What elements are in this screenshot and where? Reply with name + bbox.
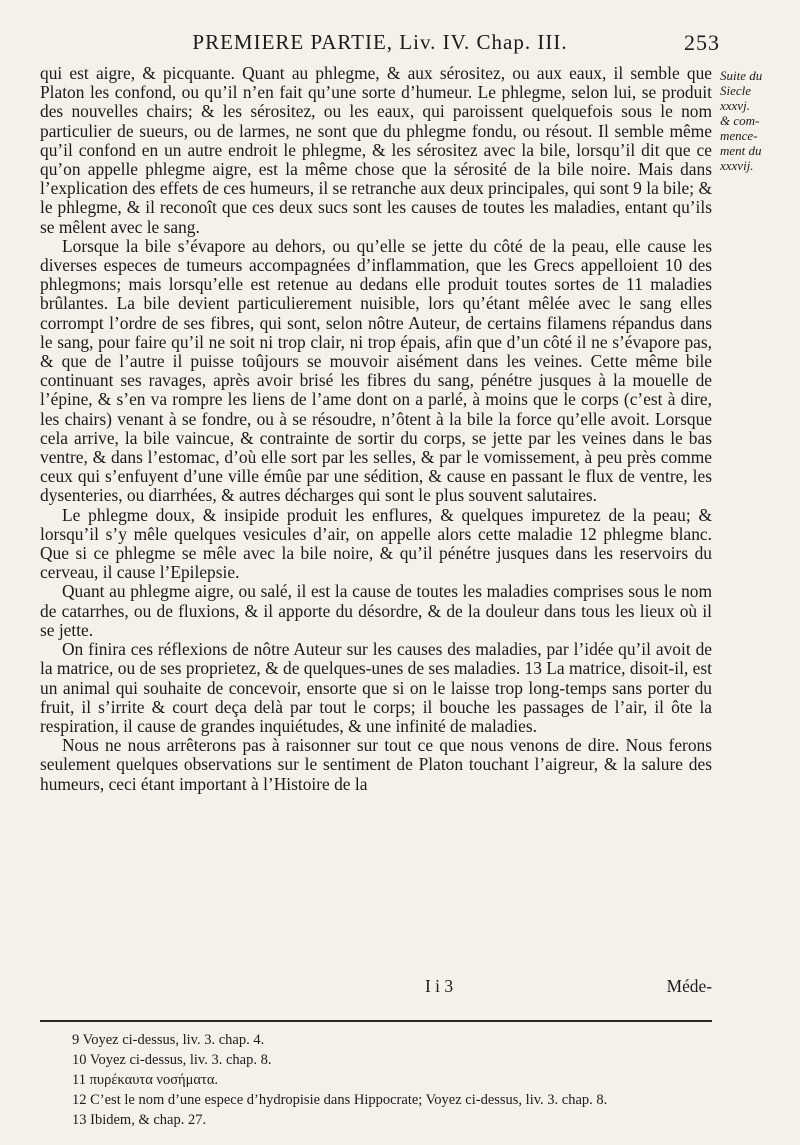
body-text bbox=[40, 64, 712, 794]
footnotes bbox=[72, 1030, 732, 1130]
margin-note-line: Suite du bbox=[720, 68, 763, 83]
margin-note-line: xxxvj. bbox=[720, 98, 750, 113]
margin-note-line: & com- bbox=[720, 113, 760, 128]
footnote: 12 C’est le nom d’une espece d’hydropisie dans Hippocrate; Voyez ci-dessus, liv. 3. chap. 8. bbox=[72, 1092, 608, 1108]
footnote-rule bbox=[40, 1020, 712, 1022]
paragraph-6: Nous ne nous arrêterons pas à raisonner sur tout ce que nous venons de dire. Nous ferons seulement quelques observations sur le sentiment de Platon touchant l’aigreur, & la salure des humeurs, ceci étant important à l’Histoire de la bbox=[40, 735, 712, 794]
margin-note-line: ment du bbox=[720, 143, 762, 158]
margin-note-line: mence- bbox=[720, 128, 758, 143]
paragraph-5: On finira ces réflexions de nôtre Auteur sur les causes des maladies, par l’idée qu’il avoit de la matrice, ou de ses proprietez, & de quelques-unes de ses maladies. 13 La matrice, disoit-il, est un animal qui souhaite de concevoir, ensorte que si on le laisse trop long-temps sans porter du fruit, il s’irrite & court deça delà par tout le corps; il bouche les passages de l’air, il ôte la respiration, il cause de grandes inquiétudes, & une infinité de maladies. bbox=[40, 639, 712, 736]
running-title: PREMIERE PARTIE, Liv. IV. Chap. III. bbox=[192, 30, 568, 54]
footnote: 11 πυρέκαυτα νοσήματα. bbox=[72, 1072, 219, 1088]
signature-mark: I i 3 bbox=[425, 976, 454, 996]
margin-note-line: xxxvij. bbox=[720, 158, 754, 173]
margin-note-line: Siecle bbox=[720, 83, 752, 98]
paragraph-4: Quant au phlegme aigre, ou salé, il est la cause de toutes les maladies comprises sous le nom de catarrhes, ou de fluxions, & il apporte du désordre, & de la douleur dans tous les lieux où il se jette. bbox=[40, 581, 712, 640]
page-number: 253 bbox=[684, 30, 720, 55]
paragraph-3: Le phlegme doux, & insipide produit les enflures, & quelques impuretez de la peau; & lorsqu’il s’y mêle quelques vesicules d’air, on appelle alors cette maladie 12 phlegme blanc. Que si ce phlegme se mêle avec la bile noire, & qu’il pénétre jusques dans les reservoirs du cerveau, il cause l’Epilepsie. bbox=[40, 504, 712, 583]
signature-line bbox=[40, 976, 712, 996]
page-header bbox=[40, 30, 720, 60]
footnote: 9 Voyez ci-dessus, liv. 3. chap. 4. bbox=[72, 1032, 265, 1048]
footnote: 10 Voyez ci-dessus, liv. 3. chap. 8. bbox=[72, 1052, 272, 1068]
margin-note bbox=[720, 68, 796, 173]
catchword: Méde- bbox=[666, 976, 712, 996]
paragraph-1: qui est aigre, & picquante. Quant au phlegme, & aux sérositez, ou aux eaux, il semble que Platon les confond, ou qu’il n’en fait qu’une sorte d’humeur. Le phlegme, selon lui, se produit des nouvelles chairs; & les sérositez, ou les eaux, qui paroissent quelquefois sous le nom particulier de sueurs, ou de larmes, ne sont que du phlegme fondu, ou résout. Il semble même qu’il confond en un autre endroit le phlegme, & les sérositez avec la bile, lorsqu’il dit que ce qu’on appelle phlegme aigre, est la même chose que la sérosité de la bile noire. Mais dans l’explication des effets de ces humeurs, il se retranche aux deux principales, qui sont 9 la bile; & le phlegme, & il reconoît que ces deux sucs sont les causes de toutes les maladies, entant qu’ils se mêlent avec le sang. bbox=[40, 63, 712, 237]
footnote: 13 Ibidem, & chap. 27. bbox=[72, 1112, 207, 1128]
paragraph-2: Lorsque la bile s’évapore au dehors, ou qu’elle se jette du côté de la peau, elle cause les diverses especes de tumeurs accompagnées d’inflammation, que les Grecs appelloient 10 des phlegmons; mais lorsqu’elle est retenue au dedans elle produit toutes sortes de 11 maladies brûlantes. La bile devient particulierement nuisible, lors qu’étant mêlée avec le sang elles corrompt l’ordre de ses fibres, qui sont, selon nôtre Auteur, de certains filamens répandus dans le sang, pour faire qu’il ne soit ni trop clair, ni trop épais, afin que d’un côté il ne s’évapore pas, & que de l’autre il puisse toûjours se mouvoir aisément dans les veines. Cette même bile continuant ses ravages, après avoir brisé les fibres du sang, pénétre jusques à la mouelle de l’épine, & s’en va rompre les liens de l’ame dont on a parlé, à moins que le corps (c’est à dire, les chairs) venant à se fondre, ou à se résoudre, n’ôtent à la bile la force qu’elle avoit. Lorsque cela arrive, la bile vaincue, & contrainte de sortir du corps, se jette par les veines dans le bas ventre, & dans l’estomac, d’où elle sort par les selles, & par le vomissement, à peu près comme ceux qui s’enfuyent d’une ville émûe par une sédition, & cause en passant le flux de ventre, les dysenteries, ou diarrhées, & autres décharges qui sont le plus souvent salutaires. bbox=[40, 235, 712, 506]
